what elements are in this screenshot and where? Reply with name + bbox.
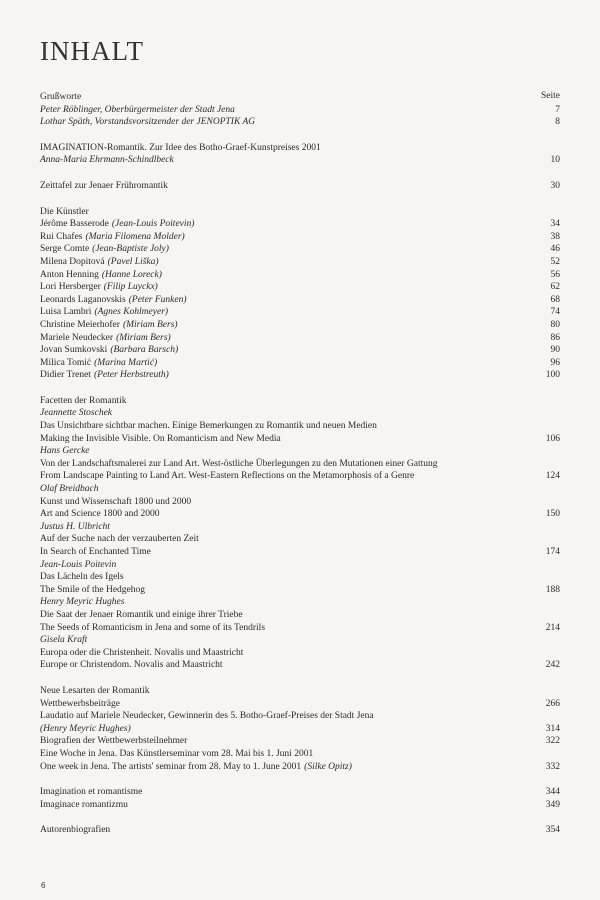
toc-entry (40, 306, 560, 319)
toc-entry (40, 698, 560, 711)
toc-entry-title: Jovan Sumkovski (40, 345, 108, 356)
toc-entry (40, 458, 560, 471)
toc-entry-author: (Filip Luyckx) (103, 282, 158, 293)
toc-entry-title: The Smile of the Hedgehog (40, 584, 146, 595)
toc-entry (40, 154, 560, 167)
toc-entry-title: Making the Invisible Visible. On Romanticism and New Media (40, 433, 281, 444)
toc-entry-page: 124 (545, 471, 560, 482)
toc-entry-page: 322 (545, 736, 560, 747)
toc-entry-page: 52 (550, 256, 560, 267)
toc-entry-author: (Jean-Louis Poitevin) (111, 219, 195, 230)
toc-entry-page: 174 (545, 547, 560, 557)
toc-entry-title: Hans Gercke (40, 446, 90, 457)
toc-entry-title: Kunst und Wissenschaft 1800 und 2000 (40, 496, 192, 507)
toc-entry (40, 142, 560, 155)
toc-entry-page: 30 (550, 180, 560, 191)
toc-entry-title: The Seeds of Romanticism in Jena and some of its Tendrils (40, 622, 266, 633)
toc-entry-title: Imagination et romantisme (40, 787, 143, 798)
toc-entry-title: Laudatio auf Mariele Neudecker, Gewinnerin des 5. Botho-Graef-Preises der Stadt Jena (40, 711, 374, 722)
toc-section (40, 206, 560, 382)
toc-entry-title: Anna-Maria Ehrmann-Schindlbeck (40, 155, 174, 166)
toc-entry-title: Christine Meierhofer (40, 319, 120, 330)
toc-entry-page: 314 (545, 723, 560, 734)
toc-entry (40, 294, 560, 307)
toc-entry (40, 786, 560, 799)
toc-entry-title: Anton Henning (40, 269, 99, 280)
toc-entry (40, 281, 560, 294)
toc-entry-page: 74 (550, 307, 560, 318)
toc-entry (40, 634, 560, 647)
toc-entry-title: Olaf Breidbach (40, 484, 99, 495)
toc-entry (40, 609, 560, 622)
toc-entry-title: IMAGINATION-Romantik. Zur Idee des Botho-Graef-Kunstpreises 2001 (40, 142, 321, 153)
toc-entry (40, 710, 560, 723)
toc-entry-title: Jérôme Basserode (40, 219, 109, 230)
toc-entry-page: 344 (545, 787, 560, 798)
toc-entry-title: Jeannette Stoschek (40, 408, 113, 419)
page-number: 6 (41, 881, 46, 890)
toc-entry-author: (Pavel Liška) (107, 256, 159, 267)
toc-entry-page: 68 (550, 294, 560, 305)
toc-entry (40, 407, 560, 420)
toc-entry (40, 231, 560, 244)
toc-entry (40, 508, 560, 521)
toc-entry-title: Die Künstler (40, 206, 89, 217)
page-title: INHALT (40, 36, 144, 66)
toc-entry (40, 546, 560, 559)
toc-entry-title: Milena Dopitová (40, 256, 105, 267)
toc-section (40, 180, 560, 193)
toc-entry-title: In Search of Enchanted Time (40, 547, 151, 557)
toc-entry-page: 38 (550, 231, 560, 242)
toc-entry-page: 86 (550, 332, 560, 343)
toc-entry (40, 395, 560, 408)
toc-entry-title: Neue Lesarten der Romantik (40, 685, 150, 696)
toc-entry (40, 533, 560, 546)
toc-entry (40, 218, 560, 231)
toc-entry-title: Milica Tomić (40, 357, 92, 368)
toc-entry-title: Facetten der Romantik (40, 395, 127, 406)
toc-entry-author: (Hanne Loreck) (101, 269, 162, 280)
toc-entry-title: Das Unsichtbare sichtbar machen. Einige Bemerkungen zu Romantik und neuen Medien (40, 421, 377, 432)
toc-entry (40, 647, 560, 660)
toc-entry (40, 559, 560, 572)
toc-entry (40, 180, 560, 193)
toc-entry-title: Zeittafel zur Jenaer Frühromantik (40, 180, 168, 191)
toc-entry (40, 659, 560, 672)
toc-entry-author: (Miriam Bers) (122, 319, 178, 330)
toc-entry-author: (Miriam Bers) (116, 332, 171, 343)
toc-entry-page: 90 (550, 345, 560, 356)
toc-entry-author: (Peter Herbstreuth) (93, 370, 169, 381)
toc-entry-page: 332 (545, 761, 560, 772)
page-column-header: Seite (541, 91, 560, 101)
toc-entry-page: 106 (545, 433, 560, 444)
toc-entry-page: 188 (545, 584, 560, 595)
toc-entry (40, 420, 560, 433)
toc-entry-title: Eine Woche in Jena. Das Künstlerseminar vom 28. Mai bis 1. Juni 2001 (40, 748, 314, 759)
toc-entry-title: Mariele Neudecker (40, 332, 114, 343)
section-spacer (40, 193, 560, 206)
toc-section (40, 824, 560, 837)
toc-entry (40, 685, 560, 698)
toc-entry-author: (Peter Funken) (128, 294, 187, 305)
toc-entry (40, 483, 560, 496)
toc-entry-title: Wettbewerbsbeiträge (40, 698, 120, 709)
toc-entry-author: (Silke Opitz) (304, 761, 352, 772)
toc-entry-title: Autorenbiografien (40, 825, 111, 836)
toc-entry-title: Das Lächeln des Igels (40, 572, 124, 583)
toc-entry-title: (Henry Meyric Hughes) (40, 723, 131, 734)
toc-entry-page: 56 (550, 269, 560, 280)
toc-entry-page: 10 (550, 155, 560, 166)
toc-entry-title: From Landscape Painting to Land Art. West-Eastern Reflections on the Metamorphosis of a Genre (40, 471, 415, 482)
toc-entry (40, 344, 560, 357)
toc-entry-title: Die Saat der Jenaer Romantik und einige ihrer Triebe (40, 609, 243, 620)
toc-entry-author: (Barbara Barsch) (110, 345, 179, 356)
toc-entry-page: 354 (545, 825, 560, 836)
toc-entry-title: Rui Chafes (40, 231, 83, 242)
toc-entry-title: Leonards Laganovskis (40, 294, 126, 305)
toc-entry (40, 243, 560, 256)
toc-entry-author: (Jean-Baptiste Joly) (92, 244, 169, 255)
section-spacer (40, 672, 560, 685)
toc-entry-title: Europe or Christendom. Novalis and Maastricht (40, 660, 223, 671)
toc-entry-page: 96 (550, 357, 560, 368)
toc-entry-title: Art and Science 1800 and 2000 (40, 509, 160, 520)
toc-entry-title: Gisela Kraft (40, 635, 88, 646)
toc-entry (40, 571, 560, 584)
toc-entry-author: (Marina Martić) (94, 357, 158, 368)
toc-entry (40, 748, 560, 761)
toc-entry-title: Europa oder die Christenheit. Novalis und Maastricht (40, 647, 244, 658)
toc-entry-title: One week in Jena. The artists' seminar from 28. May to 1. June 2001 (40, 761, 302, 772)
toc-entry (40, 470, 560, 483)
section-spacer (40, 811, 560, 824)
toc-entry-title: Didier Trenet (40, 370, 91, 381)
toc-entry-author: (Agnes Kohlmeyer) (94, 307, 169, 318)
toc-entry-page: 62 (550, 282, 560, 293)
section-spacer (40, 382, 560, 395)
toc-entry (40, 369, 560, 382)
section-spacer (40, 129, 560, 142)
toc-entry-title: Auf der Suche nach der verzauberten Zeit (40, 534, 199, 545)
toc-entry-page: 150 (545, 509, 560, 520)
toc-section (40, 91, 560, 129)
toc-entry (40, 824, 560, 837)
toc-entry-title: Justus H. Ulbricht (40, 521, 110, 532)
toc-section (40, 395, 560, 672)
toc-section (40, 786, 560, 811)
toc-entry (40, 596, 560, 609)
toc-entry-page: 349 (545, 799, 560, 810)
toc-entry-author: (Maria Filomena Molder) (85, 231, 185, 242)
toc-entry (40, 735, 560, 748)
toc-entry (40, 206, 560, 219)
toc-entry (40, 723, 560, 736)
toc-section (40, 142, 560, 167)
toc-entry-title: Lori Hersberger (40, 282, 101, 293)
toc-entry (40, 91, 560, 104)
toc-entry (40, 496, 560, 509)
toc-entry (40, 104, 560, 117)
toc-entry (40, 622, 560, 635)
section-spacer (40, 773, 560, 786)
toc-entry-title: Von der Landschaftsmalerei zur Land Art. West-östliche Überlegungen zu den Mutationen einer Gattung (40, 458, 438, 469)
toc-entry-title: Grußworte (40, 92, 82, 102)
toc-section (40, 685, 560, 773)
toc-entry-title: Jean-Louis Poitevin (40, 559, 117, 570)
toc-entry-page: 80 (550, 319, 560, 330)
toc-entry (40, 332, 560, 345)
toc-entry-page: 46 (550, 244, 560, 255)
toc-entry-title: Luisa Lambri (40, 307, 92, 318)
toc-entry (40, 445, 560, 458)
toc-entry-page: 100 (545, 370, 560, 381)
toc-entry-page: 8 (555, 117, 560, 128)
toc-entry (40, 433, 560, 446)
toc-entry-title: Henry Meyric Hughes (40, 597, 125, 608)
toc-entry (40, 584, 560, 597)
toc-entry-page: 266 (545, 698, 560, 709)
toc-entry-title: Imaginace romantizmu (40, 799, 128, 810)
toc-entry-page: 7 (555, 104, 560, 115)
toc-entry (40, 269, 560, 282)
toc-entry (40, 521, 560, 534)
toc-entry (40, 319, 560, 332)
toc-entry-page: 214 (545, 622, 560, 633)
section-spacer (40, 167, 560, 180)
toc-entry-title: Serge Comte (40, 244, 90, 255)
toc-entry (40, 256, 560, 269)
table-of-contents (40, 91, 560, 837)
toc-entry-page: 34 (550, 219, 560, 230)
toc-entry-title: Biografien der Wettbewerbsteilnehmer (40, 736, 188, 747)
toc-entry (40, 357, 560, 370)
toc-entry-page: 242 (545, 660, 560, 671)
toc-entry (40, 116, 560, 129)
toc-entry (40, 761, 560, 774)
toc-entry (40, 799, 560, 812)
toc-entry-title: Lothar Späth, Vorstandsvorsitzender der JENOPTIK AG (40, 117, 256, 128)
toc-entry-title: Peter Röblinger, Oberbürgermeister der Stadt Jena (40, 104, 235, 115)
